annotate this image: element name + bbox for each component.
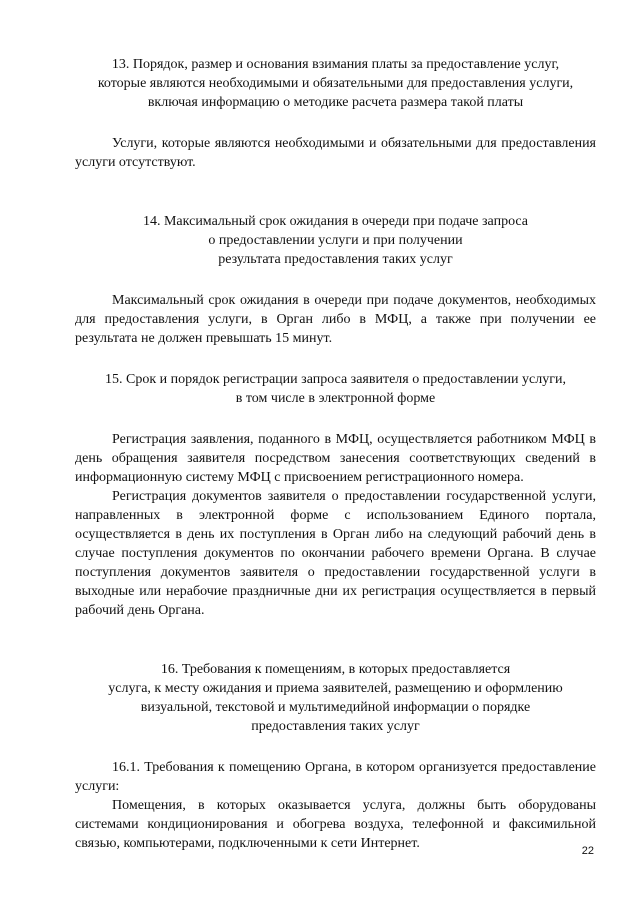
section-16-paragraph-1: 16.1. Требования к помещению Органа, в котором организуется предоставление услуги: — [75, 760, 596, 794]
section-16-paragraph-2: Помещения, в которых оказывается услуга, должны быть оборудованы системами кондиционирования и обогрева воздуха, телефонной и факсимильной связью, компьютерами, подключенными к сети Интернет. — [75, 798, 596, 851]
heading-line: предоставления таких услуг — [251, 719, 420, 734]
heading-line: 14. Максимальный срок ожидания в очереди при подаче запроса — [142, 214, 529, 229]
page-content — [75, 55, 596, 853]
heading-line: которые являются необходимыми и обязательными для предоставления услуги, — [97, 76, 574, 91]
section-15-heading — [75, 370, 596, 408]
heading-line: о предоставлении услуги и при получении — [208, 233, 463, 248]
heading-line: 13. Порядок, размер и основания взимания платы за предоставление услуг, — [111, 57, 560, 72]
section-14-paragraph: Максимальный срок ожидания в очереди при подаче документов, необходимых для предоставления услуги, в Орган либо в МФЦ, а также при получении ее результата не должен превышать 15 минут. — [75, 293, 596, 346]
section-13-paragraph: Услуги, которые являются необходимыми и обязательными для предоставления услуги отсутствуют. — [75, 136, 596, 170]
section-15-paragraph-2: Регистрация документов заявителя о предоставлении государственной услуги, направленных в электронной форме с использованием Единого портала, осуществляется в день их поступления в Орган либо на следующий рабочий день в случае поступления документов по окончании рабочего времени Органа. В случае поступления документов заявителя о предоставлении государственной услуги в выходные или нерабочие праздничные дни их регистрация осуществляется в первый рабочий день Органа. — [75, 489, 596, 618]
section-13-heading — [75, 55, 596, 112]
section-16-heading — [75, 660, 596, 736]
section-15-paragraph-1: Регистрация заявления, поданного в МФЦ, осуществляется работником МФЦ в день обращения заявителя посредством занесения соответствующих сведений в информационную систему МФЦ с присвоением регистрационного номера. — [75, 432, 596, 485]
heading-line: включая информацию о методике расчета размера такой платы — [147, 95, 524, 110]
heading-line: услуга, к месту ожидания и приема заявителей, размещению и оформлению — [108, 681, 563, 696]
heading-line: в том числе в электронной форме — [235, 391, 436, 406]
heading-line: визуальной, текстовой и мультимедийной информации о порядке — [140, 700, 531, 715]
heading-line: 15. Срок и порядок регистрации запроса заявителя о предоставлении услуги, — [105, 372, 566, 387]
heading-line: результата предоставления таких услуг — [218, 252, 453, 267]
section-14-heading — [75, 212, 596, 269]
heading-line: 16. Требования к помещениям, в которых предоставляется — [160, 662, 511, 677]
page-number: 22 — [581, 845, 594, 857]
